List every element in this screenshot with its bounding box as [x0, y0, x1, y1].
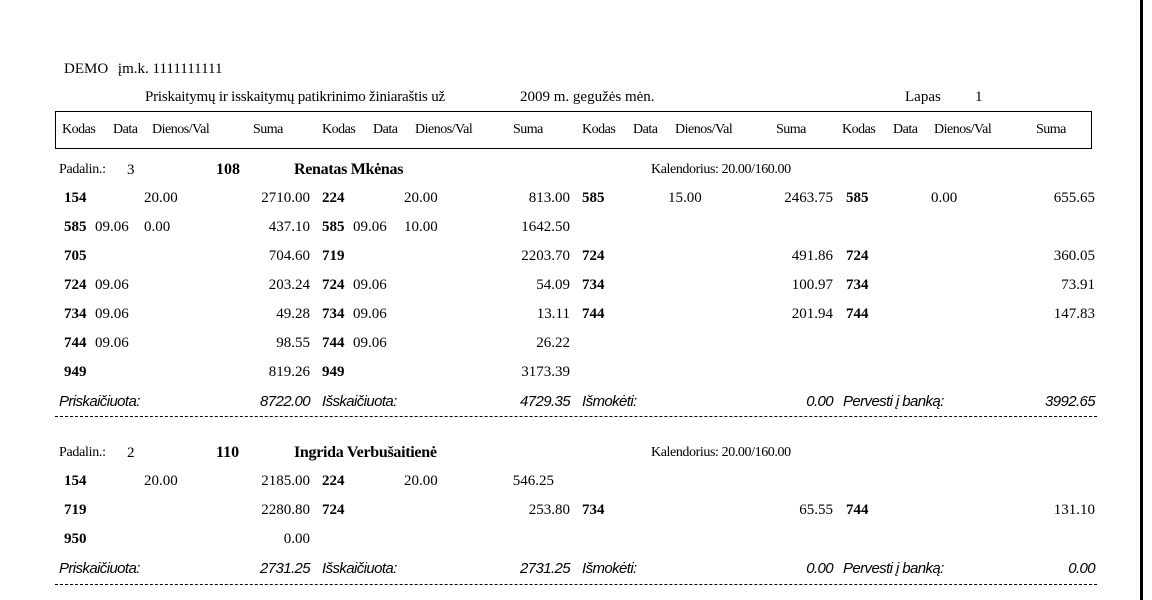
total-label: Išskaičiuota: — [322, 393, 397, 410]
total-label: Pervesti į banką: — [843, 560, 944, 577]
entry-code: 744 — [846, 502, 869, 518]
total-label: Priskaičiuota: — [59, 393, 140, 410]
entry-date: 09.06 — [353, 277, 387, 293]
entry-sum: 65.55 — [799, 502, 833, 518]
total-value: 4729.35 — [519, 393, 570, 410]
header-kodas: Kodas — [582, 122, 616, 137]
entry-days: 20.00 — [404, 190, 438, 206]
entry-code: 224 — [322, 190, 345, 206]
header-suma: Suma — [513, 122, 543, 137]
sheet-label: Lapas — [905, 89, 941, 105]
department-number: 2 — [127, 445, 135, 461]
report-title: Priskaitymų ir isskaitymų patikrinimo žiniaraštis už — [145, 89, 445, 105]
total-label: Pervesti į banką: — [843, 393, 944, 410]
entry-days: 20.00 — [144, 473, 178, 489]
entry-sum: 2463.75 — [784, 190, 833, 206]
total-value: 0.00 — [1068, 560, 1095, 577]
department-number: 3 — [127, 162, 135, 178]
entry-date: 09.06 — [95, 277, 129, 293]
entry-sum: 2185.00 — [261, 473, 310, 489]
header-data: Data — [373, 122, 398, 137]
entry-sum: 100.97 — [791, 277, 833, 293]
entry-code: 719 — [64, 502, 87, 518]
page-edge — [1140, 0, 1143, 600]
entry-sum: 2203.70 — [521, 248, 570, 264]
entry-days: 20.00 — [144, 190, 178, 206]
entry-date: 09.06 — [353, 335, 387, 351]
entry-date: 09.06 — [95, 306, 129, 322]
entry-date: 09.06 — [353, 219, 387, 235]
entry-date: 09.06 — [95, 219, 129, 235]
entry-code: 224 — [322, 473, 345, 489]
entry-code: 585 — [64, 219, 87, 235]
entry-code: 585 — [582, 190, 605, 206]
column-header-box — [55, 111, 1092, 149]
header-kodas: Kodas — [62, 122, 96, 137]
calendar-info: Kalendorius: 20.00/160.00 — [651, 445, 791, 460]
header-data: Data — [113, 122, 138, 137]
entry-sum: 2710.00 — [261, 190, 310, 206]
total-value: 2731.25 — [259, 560, 310, 577]
entry-sum: 2280.80 — [261, 502, 310, 518]
header-kodas: Kodas — [842, 122, 876, 137]
entry-sum: 813.00 — [528, 190, 570, 206]
entry-code: 734 — [582, 277, 605, 293]
entry-sum: 491.86 — [791, 248, 833, 264]
entry-days: 0.00 — [931, 190, 958, 206]
header-dienos: Dienos/Val — [934, 122, 992, 137]
entry-sum: 203.24 — [268, 277, 310, 293]
total-value: 0.00 — [806, 560, 833, 577]
section-divider — [55, 584, 1097, 585]
entry-sum: 437.10 — [268, 219, 310, 235]
entry-sum: 360.05 — [1053, 248, 1095, 264]
entry-code: 744 — [846, 306, 869, 322]
entry-code: 734 — [582, 502, 605, 518]
entry-sum: 26.22 — [536, 335, 570, 351]
entry-date: 09.06 — [95, 335, 129, 351]
entry-code: 949 — [64, 364, 87, 380]
total-value: 3992.65 — [1044, 393, 1095, 410]
total-label: Išmokėti: — [582, 393, 637, 410]
entry-code: 734 — [64, 306, 87, 322]
entry-code: 724 — [322, 277, 345, 293]
entry-code: 744 — [322, 335, 345, 351]
entry-days: 0.00 — [144, 219, 171, 235]
entry-code: 734 — [322, 306, 345, 322]
header-dienos: Dienos/Val — [152, 122, 210, 137]
entry-sum: 253.80 — [528, 502, 570, 518]
entry-sum: 147.83 — [1053, 306, 1095, 322]
total-label: Priskaičiuota: — [59, 560, 140, 577]
header-suma: Suma — [253, 122, 283, 137]
entry-sum: 655.65 — [1053, 190, 1095, 206]
sheet-number: 1 — [975, 89, 983, 105]
department-label: Padalin.: — [59, 445, 106, 460]
entry-sum: 819.26 — [268, 364, 310, 380]
total-value: 2731.25 — [519, 560, 570, 577]
entry-sum: 546.25 — [512, 473, 554, 489]
entry-sum: 131.10 — [1053, 502, 1095, 518]
header-data: Data — [633, 122, 658, 137]
entry-sum: 1642.50 — [521, 219, 570, 235]
employee-tab-number: 110 — [216, 444, 240, 461]
header-data: Data — [893, 122, 918, 137]
header-dienos: Dienos/Val — [415, 122, 473, 137]
header-suma: Suma — [776, 122, 806, 137]
employee-name: Ingrida Verbušaitienė — [294, 444, 437, 461]
entry-code: 585 — [846, 190, 869, 206]
entry-code: 724 — [322, 502, 345, 518]
entry-sum: 704.60 — [268, 248, 310, 264]
total-label: Išmokėti: — [582, 560, 637, 577]
entry-sum: 54.09 — [536, 277, 570, 293]
report-period: 2009 m. gegužės mėn. — [520, 89, 655, 105]
company-line — [64, 60, 223, 78]
entry-code: 724 — [582, 248, 605, 264]
entry-code: 724 — [64, 277, 87, 293]
entry-code: 724 — [846, 248, 869, 264]
entry-sum: 3173.39 — [521, 364, 570, 380]
entry-code: 154 — [64, 190, 87, 206]
entry-date: 09.06 — [353, 306, 387, 322]
total-value: 0.00 — [806, 393, 833, 410]
section-divider — [55, 416, 1097, 417]
entry-days: 20.00 — [404, 473, 438, 489]
entry-days: 15.00 — [668, 190, 702, 206]
entry-sum: 73.91 — [1061, 277, 1095, 293]
department-label: Padalin.: — [59, 162, 106, 177]
entry-code: 585 — [322, 219, 345, 235]
entry-sum: 13.11 — [536, 306, 570, 322]
entry-code: 950 — [64, 531, 87, 547]
entry-code: 154 — [64, 473, 87, 489]
entry-sum: 201.94 — [791, 306, 833, 322]
entry-code: 734 — [846, 277, 869, 293]
entry-sum: 98.55 — [276, 335, 310, 351]
entry-code: 949 — [322, 364, 345, 380]
entry-code: 705 — [64, 248, 87, 264]
total-label: Išskaičiuota: — [322, 560, 397, 577]
entry-days: 10.00 — [404, 219, 438, 235]
header-suma: Suma — [1036, 122, 1066, 137]
employee-name: Renatas Mkėnas — [294, 161, 404, 178]
entry-code: 719 — [322, 248, 345, 264]
header-dienos: Dienos/Val — [675, 122, 733, 137]
company-name: DEMO — [64, 61, 109, 77]
header-kodas: Kodas — [322, 122, 356, 137]
entry-code: 744 — [64, 335, 87, 351]
total-value: 8722.00 — [259, 393, 310, 410]
employee-tab-number: 108 — [216, 161, 240, 178]
entry-code: 744 — [582, 306, 605, 322]
company-code: įm.k. 1111111111 — [117, 61, 223, 77]
calendar-info: Kalendorius: 20.00/160.00 — [651, 162, 791, 177]
entry-sum: 0.00 — [283, 531, 310, 547]
entry-sum: 49.28 — [276, 306, 310, 322]
